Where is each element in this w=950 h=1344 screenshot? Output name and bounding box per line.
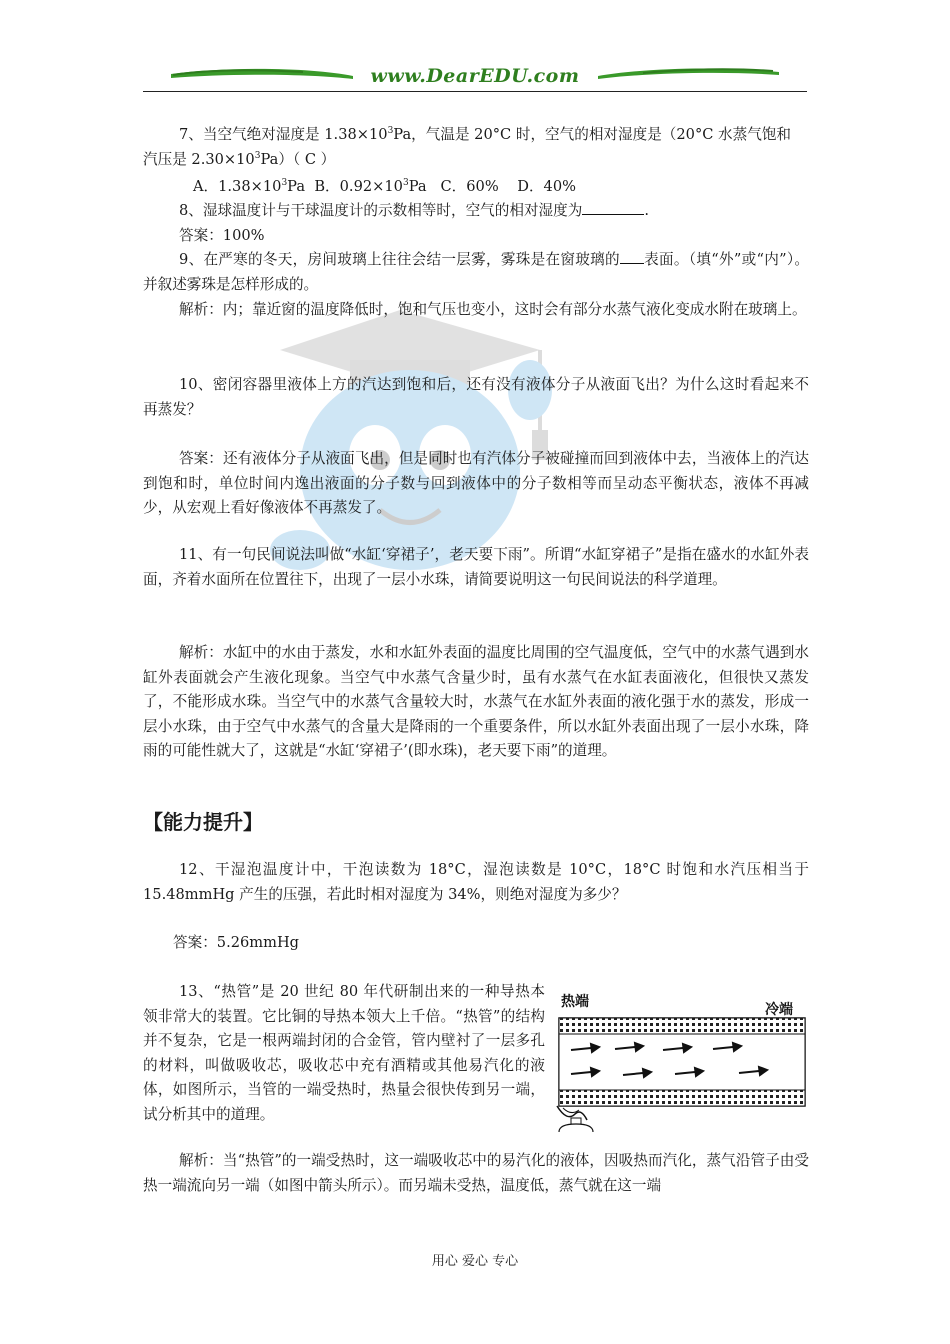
question-11-analysis: 解析：水缸中的水由于蒸发，水和水缸外表面的温度比周围的空气温度低，空气中的水蒸气遇到水缸外表面就会产生液化现象。当空气中水蒸气含量少时，虽有水蒸气在水缸表面液化，但很快又蒸发了，不能形成水珠。当空气中的水蒸气含量较大时，水蒸气在水缸外表面的液化强于水的蒸发，形成一层小水珠，由于空气中水蒸气的含量大是降雨的一个重要条件，所以水缸外表面出现了一层小水珠，降雨的可能性就大了，这就是“水缸‘穿裙子’(即水珠)，老天要下雨”的道理。 <box>143 644 809 759</box>
heat-pipe-figure <box>553 992 811 1132</box>
question-9: 9、在严寒的冬天，房间玻璃上往往会结一层雾，雾珠是在窗玻璃的 表面。（填“外”或“内”）。并叙述雾珠是怎样形成的。 <box>143 251 809 293</box>
mascot-watermark-image <box>240 280 580 580</box>
hot-end-label: 热端 <box>561 994 589 1010</box>
q7-text-part1: 7、当空气绝对湿度是 1.38×10 <box>179 126 388 143</box>
cold-end-label: 冷端 <box>765 1002 793 1018</box>
question-8-answer: 答案：100% <box>179 227 265 244</box>
q9-fill-blank <box>620 249 644 264</box>
q7-option-a: A．$1.38\times 10^3Pa$ <box>193 178 306 195</box>
q7-text-part2: Pa，气温是 20°C 时，空气的相对湿度是（20°C 水蒸气饱和 <box>393 126 792 143</box>
flame-inner <box>563 1108 579 1113</box>
question-8: 8、湿球温度计与干球温度计的示数相等时，空气的相对湿度为 . <box>179 202 649 219</box>
q7-option-d: D．40% <box>517 178 576 195</box>
pipe-vapor-channel <box>559 1034 805 1090</box>
q8-fill-blank <box>582 200 644 215</box>
question-12: 12、干湿泡温度计中，干泡读数为 18°C，湿泡读数是 10°C，18°C 时饱和水汽压相当于 15.48mmHg 产生的压强，若此时相对湿度为 34%，则绝对湿度为多少？ <box>143 861 809 903</box>
q7-option-b: B．$0.92\times 10^3Pa$ <box>314 178 427 195</box>
q7-option-c: C．60% <box>440 178 499 195</box>
question-10-answer: 答案：还有液体分子从液面飞出，但是同时也有汽体分子被碰撞而回到液体中去，当液体上的汽达到饱和时，单位时间内逸出液面的分子数与回到液体中的分子数相等而呈动态平衡状态，液体不再减少，从宏观上看好像液体不再蒸发了。 <box>143 450 809 516</box>
section-title: 【能力提升】 <box>143 810 263 834</box>
page-footer: 用心 爱心 专心 <box>431 1254 519 1269</box>
question-13-analysis: 解析：当“热管”的一端受热时，这一端吸收芯中的易汽化的液体，因吸热而汽化，蒸气沿管子由受热一端流向另一端（如图中箭头所示）。而另端未受热，温度低，蒸气就在这一端 <box>143 1152 809 1194</box>
q7-text-part3: 汽压是 2.30×10 <box>143 151 255 168</box>
pipe-wick-top <box>559 1018 805 1034</box>
q7-exponent-2: 3 <box>254 151 261 162</box>
question-7 <box>143 123 809 148</box>
question-12-answer: 答案：5.26mmHg <box>173 934 300 951</box>
q7-exponent-1: 3 <box>387 126 394 137</box>
question-10: 10、密闭容器里液体上方的汽达到饱和后，还有没有液体分子从液面飞出？为什么这时看起来不再蒸发？ <box>143 376 809 418</box>
header-rule <box>143 91 807 92</box>
heat-pipe-diagram <box>553 992 811 1132</box>
page-header <box>143 60 807 92</box>
site-name: www.DearEDU.com <box>370 65 580 87</box>
question-9-analysis: 解析：内；靠近窗的温度降低时，饱和气压也变小，这时会有部分水蒸气液化变成水附在玻璃上。 <box>179 301 807 318</box>
question-7-cont <box>143 148 809 173</box>
question-13: 13、“热管”是 20 世纪 80 年代研制出来的一种导热本领非常大的装置。它比铜的导热本领大上千倍。“热管”的结构并不复杂，它是一根两端封闭的合金管，管内壁衬了一层多孔的材料，叫做吸收芯，吸收芯中充有酒精或其他易汽化的液体，如图所示，当管的一端受热时，热量会很快传到另一端，试分析其中的道理。 <box>143 983 545 1123</box>
q7-text-part4: Pa）（ C ） <box>260 151 336 168</box>
alcohol-lamp <box>559 1124 593 1132</box>
question-7-options <box>193 175 859 200</box>
pipe-wick-bottom <box>559 1090 805 1106</box>
question-11: 11、有一句民间说法叫做“水缸‘穿裙子’，老天要下雨”。所谓“水缸穿裙子”是指在盛水的水缸外表面，齐着水面所在位置往下，出现了一层小水珠，请简要说明这一句民间说法的科学道理。 <box>143 546 809 588</box>
